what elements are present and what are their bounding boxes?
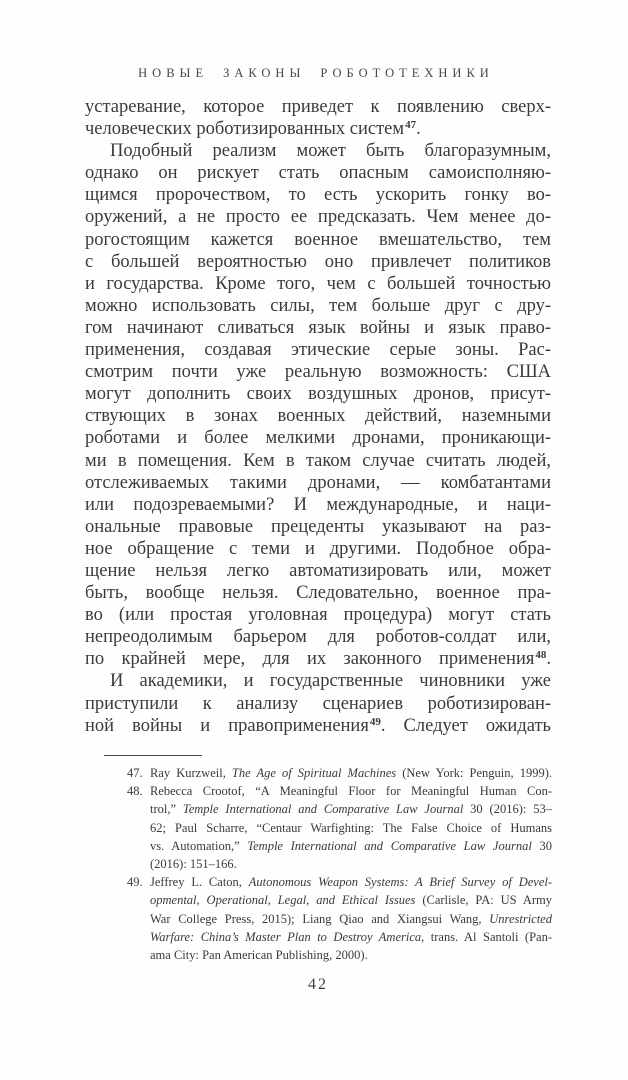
footnote-text: Temple International and Comparative Law Journal	[247, 838, 532, 853]
body-line-text: ной войны и правоприменения	[85, 715, 369, 736]
body-line-tail: . Следует ожидать	[380, 715, 551, 736]
body-line-text: устаревание, которое приведет к появлению сверх-	[85, 97, 551, 117]
footnote-text: Temple International and Comparative Law Journal	[182, 802, 464, 817]
footnote-text: The Age of Spiritual Machines	[231, 766, 397, 780]
body-line-text: могут дополнить своих воздушных дронов, присут-	[85, 384, 551, 405]
body-line-text: с большей вероятностью оно привлечет политиков	[85, 251, 551, 272]
footnote-text: (2016): 151–166.	[150, 857, 237, 872]
body-line-text: ное обращение с теми и другими. Подобное обра-	[85, 538, 551, 559]
footnote-text: vs. Automation,”	[150, 838, 248, 853]
footnote-text: Jeffrey L. Caton,	[150, 875, 249, 890]
body-text	[85, 96, 551, 737]
body-line	[85, 317, 551, 339]
body-line	[85, 604, 551, 626]
body-line-text: ствующих в зонах военных действий, наземными	[85, 406, 551, 427]
footnote-text: ama City: Pan American Publishing, 2000).	[150, 948, 368, 963]
body-line-text: по крайней мере, для их законного применения	[85, 649, 535, 670]
footnote-line	[85, 946, 552, 964]
footnote-separator	[104, 755, 202, 756]
page-number: 42	[308, 976, 328, 993]
body-line	[85, 206, 551, 228]
body-line-text: гом начинают сливаться язык войны и язык право-	[85, 317, 551, 338]
body-line-text: человеческих роботизированных систем	[85, 119, 405, 140]
body-line-text: роботами и более мелкими дронами, проникающи-	[85, 428, 551, 449]
footnote-line	[85, 782, 552, 800]
body-line-text: рогостоящим кажется военное вмешательство, тем	[85, 229, 551, 250]
footnote-text: 30	[531, 838, 552, 853]
body-line	[85, 405, 551, 427]
body-line-text: или подозреваемыми? И международные, и наци-	[85, 494, 551, 515]
body-line	[85, 648, 551, 670]
body-line	[85, 383, 551, 405]
body-line	[85, 715, 551, 737]
footnote-text: trol,”	[150, 802, 183, 817]
footnote-text: (Carlisle, PA: US Army	[415, 893, 552, 908]
body-line-text: И академики, и государственные чиновники уже	[110, 671, 551, 692]
body-line	[85, 118, 551, 140]
footnote-line	[85, 910, 552, 928]
body-line	[85, 560, 551, 582]
footnote-line	[85, 928, 552, 946]
body-line	[85, 582, 551, 604]
footnote-line	[85, 800, 552, 818]
body-line	[85, 626, 551, 648]
body-line-text: во (или простая уголовная процедура) могут стать	[85, 605, 551, 626]
body-line-text: ональные правовые прецеденты указывают на раз-	[85, 516, 551, 537]
body-line	[85, 295, 551, 317]
footnote-text: Unrestricted	[489, 911, 552, 926]
body-line-text: Подобный реализм может быть благоразумным,	[110, 141, 551, 162]
footnote-number: 49.	[127, 875, 143, 890]
footnote-text: , trans. Al Santoli (Pan-	[421, 929, 552, 944]
footnote-text: (New York: Penguin, 1999).	[396, 766, 552, 780]
body-line	[85, 273, 551, 295]
body-line-text: применения, создавая этические серые зоны. Рас-	[85, 340, 551, 361]
footnote-text: Autonomous Weapon Systems: A Brief Survey of Devel-	[248, 875, 552, 890]
body-line	[85, 427, 551, 449]
body-line-text: щение нельзя легко автоматизировать или, может	[85, 560, 551, 581]
body-line	[85, 361, 551, 383]
body-line	[85, 516, 551, 538]
footnote-number: 48.	[127, 784, 143, 799]
body-line	[85, 229, 551, 251]
body-line	[85, 339, 551, 361]
footnote-line	[85, 819, 552, 837]
footnote-line	[85, 764, 552, 782]
footnotes	[85, 764, 552, 964]
body-line	[85, 184, 551, 206]
footnote-text: 62; Paul Scharre, “Centaur Warfighting: The False Choice of Humans	[150, 820, 552, 835]
footnote-ref: 48	[535, 649, 547, 662]
body-line-text: приступили к анализу сценариев роботизирован-	[85, 693, 551, 714]
body-line-text: и государства. Кроме того, чем с большей точностью	[85, 273, 551, 294]
footnote-number: 47.	[127, 766, 143, 780]
footnote-text: 30 (2016): 53–	[463, 802, 552, 817]
body-line	[85, 472, 551, 494]
body-line	[85, 96, 551, 118]
footnote-line	[85, 837, 552, 855]
body-line-text: можно использовать силы, тем больше друг с дру-	[85, 295, 551, 316]
body-line	[85, 670, 551, 692]
footnote-text: War College Press, 2015); Liang Qiao and Xiangsui Wang,	[150, 911, 490, 926]
footnote-text: Warfare: China’s Master Plan to Destroy America	[150, 929, 422, 944]
footnote-line	[85, 873, 552, 891]
body-line-text: смотрим почти уже реальную возможность: США	[85, 362, 551, 383]
footnote-line	[85, 891, 552, 909]
body-line	[85, 450, 551, 472]
footnote-ref: 49	[369, 715, 381, 728]
footnote-text: Ray Kurzweil,	[150, 766, 232, 780]
body-line	[85, 494, 551, 516]
body-line-tail: .	[546, 649, 551, 670]
body-line-text: отслеживаемых такими дронами, — комбатантами	[85, 472, 551, 493]
body-line-text: быть, вообще нельзя. Следовательно, военное пра-	[85, 583, 551, 604]
body-line	[85, 251, 551, 273]
body-line	[85, 693, 551, 715]
footnote-ref: 47	[405, 119, 417, 132]
body-line	[85, 538, 551, 560]
body-line	[85, 140, 551, 162]
footnote-text: Rebecca Crootof, “A Meaningful Floor for Meaningful Human Con-	[150, 784, 552, 799]
body-line-text: непреодолимым барьером для роботов-солдат или,	[85, 627, 551, 648]
footnote-text: opmental, Operational, Legal, and Ethical Issues	[150, 893, 416, 908]
body-line-text: оружений, а не просто ее предсказать. Чем менее до-	[85, 207, 551, 228]
body-line-text: ми в помещения. Кем в таком случае считать людей,	[85, 450, 551, 471]
body-line	[85, 162, 551, 184]
body-line-tail: .	[416, 119, 421, 140]
footnote-line	[85, 855, 552, 873]
body-line-text: щимся пророчеством, то есть ускорить гонку во-	[85, 185, 551, 206]
body-line-text: однако он рискует стать опасным самоисполняю-	[85, 163, 551, 184]
running-header: НОВЫЕ ЗАКОНЫ РОБОТОТЕХНИКИ	[138, 66, 494, 80]
